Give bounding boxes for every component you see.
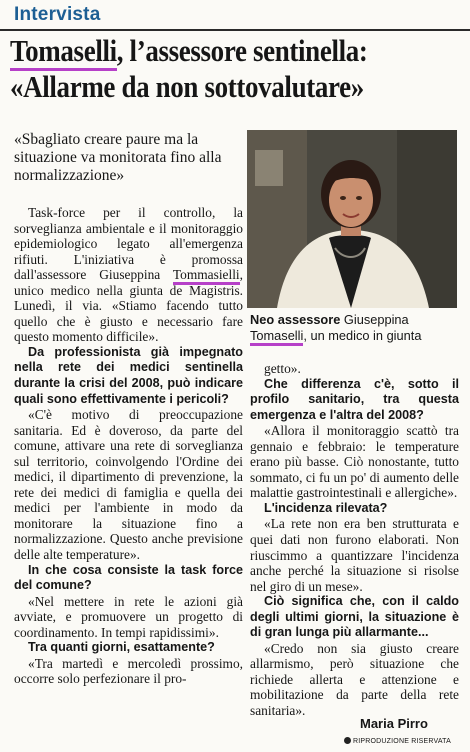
headline-line-1 [10,33,407,69]
interview-question: Da professionista già impegnato nella rete dei medici sentinella durante la crisi del 2008, può indicare quali sono effettivamente i pericoli? [14,344,243,406]
subheadline: «Sbagliato creare paure ma la situazione va monitorata fino alla normalizzazione» [14,131,222,184]
article-paragraph: getto». [264,361,301,376]
article-paragraph: «Nel mettere in rete le azioni già avviate, e promuovere un progetto di coordinamento. In tempi rapidissimi». [14,593,243,640]
interview-question: Che differenza c'è, sotto il profilo sanitario, tra questa emergenza e l'altra del 2008? [250,376,459,422]
interview-question: L'incidenza rilevata? [264,500,388,515]
article-paragraph: «Credo non sia giusto creare allarmismo, però situazione che richiede allerta e attenzione e mobilitazione da parte della rete sanitaria». [250,640,459,719]
article-column-right [250,361,459,719]
caption-name: Tomaselli [250,328,303,346]
copyright-icon [344,737,351,744]
article-paragraph: «La rete non era ben strutturata e quei dati non furono elaborati. Non riuscimmo a quantizzare l'incidenza anche perché la situazione si risolse nel giro di un mese». [250,516,459,594]
article-column-left [14,205,243,687]
caption-name-first: Giuseppina [340,312,409,327]
section-kicker: Intervista [14,4,101,25]
interview-question: In che cosa consiste la task force del comune? [14,562,243,593]
article-paragraph: «Tra martedì e mercoledì prossimo, occorre solo perfezionare il pro- [14,655,243,687]
article-paragraph: «Allora il monitoraggio scattò tra gennaio e febbraio: le temperature erano più basse. Ciò nonostante, tutto sommato, ci fu un po' di aumento delle malattie gastrointestinali e allergiche». [250,423,459,501]
caption-rest: , un medico in giunta [303,328,422,343]
byline: Maria Pirro [360,716,428,731]
interview-question: Tra quanti giorni, esattamente? [28,640,215,655]
section-divider [0,29,470,31]
headline-line-2: «Allarme da non sottovalutare» [10,69,364,104]
copyright-text: RIPRODUZIONE RISERVATA [353,738,452,745]
headline-name: Tomaselli [10,33,117,71]
article-paragraph: «C'è motivo di preoccupazione sanitaria. Ed è doveroso, da parte del comune, attivare una rete di sorveglianza sul territorio, coinvolgendo l'Ordine dei medici, il dipartimento di prevenzione, la rete dei medici di famiglia e quella dei medici per l'ambiente in modo da monitorare la situazione fino a normalizzazione. Questo anche previsione delle alte temperature». [14,407,243,563]
copyright-footer [344,737,451,745]
article-paragraph [14,205,243,345]
caption-label: Neo assessore [250,312,341,327]
photo-caption [250,312,460,344]
portrait-photo [247,130,457,308]
portrait-illustration [247,130,457,308]
paragraph-fragment: Task-force per il controllo, la sorveglianza ambientale e il monitoraggio epidemiologico legato all'emergenza rifiuti. L'iniziativa è promossa dall'assessore Giuseppina [14,205,243,283]
headline-line-1-rest: , l’assessore sentinella: [116,33,368,68]
highlighted-name: Tommasielli [173,267,240,285]
headline [10,33,407,105]
interview-question: Ciò significa che, con il caldo degli ultimi giorni, la situazione è di gran lunga più allarmante... [250,594,459,640]
paragraph-fragment: , unico medico nella giunta de Magistris. Lunedì, il via. «Stiamo facendo tutto quello che è giusto e necessario fare questo momento difficile». [14,267,243,345]
